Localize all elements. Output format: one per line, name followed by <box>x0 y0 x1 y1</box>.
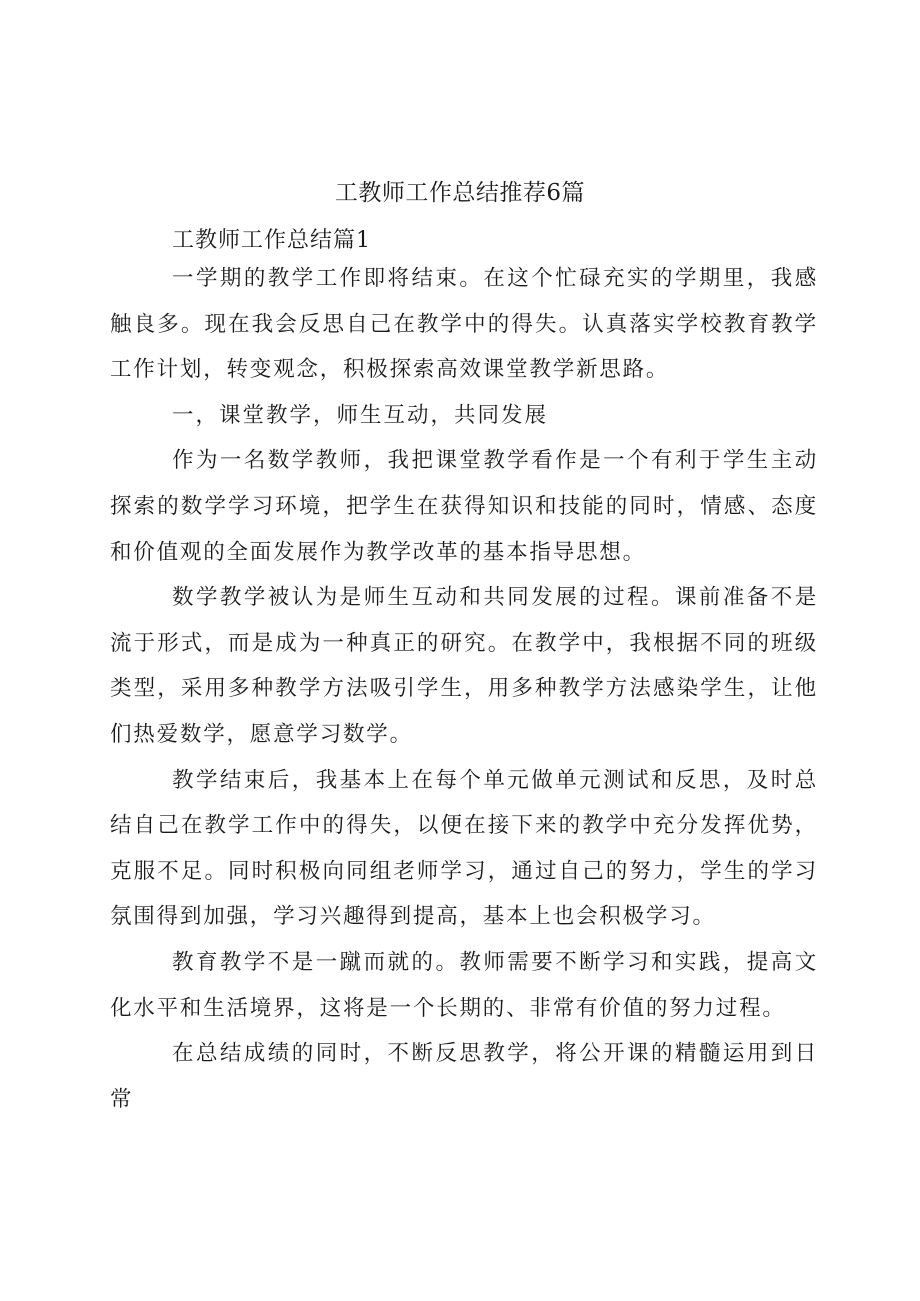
document-body <box>110 256 818 1122</box>
paragraph-intro: 一学期的教学工作即将结束。在这个忙碌充实的学期里，我感触良多。现在我会反思自己在教学中的得失。认真落实学校教育教学工作计划，转变观念，积极探索高效课堂教学新思路。 <box>110 266 818 383</box>
paragraph-summary: 在总结成绩的同时，不断反思教学，将公开课的精髓运用到日常 <box>110 1041 818 1112</box>
subheading-classroom-teaching: 一，课堂教学，师生互动，共同发展 <box>172 402 549 428</box>
section-title: 工教师工作总结篇1 <box>172 228 371 253</box>
paragraph-teaching-process: 数学教学被认为是师生互动和共同发展的过程。课前准备不是流于形式，而是成为一种真正的研究。在教学中，我根据不同的班级类型，采用多种教学方法吸引学生，用多种教学方法感染学生，让他们热爱数学，愿意学习数学。 <box>110 585 818 747</box>
paragraph-unit-reflection: 教学结束后，我基本上在每个单元做单元测试和反思，及时总结自己在教学工作中的得失，以便在接下来的教学中充分发挥优势，克服不足。同时积极向同组老师学习，通过自己的努力，学生的学习氛围得到加强，学习兴趣得到提高，基本上也会积极学习。 <box>110 767 818 930</box>
document-title: 工教师工作总结推荐6篇 <box>334 180 586 206</box>
paragraph-teacher-role: 作为一名数学教师，我把课堂教学看作是一个有利于学生主动探索的数学学习环境，把学生在获得知识和技能的同时，情感、态度和价值观的全面发展作为教学改革的基本指导思想。 <box>110 448 818 565</box>
paragraph-continuous-learning: 教育教学不是一蹴而就的。教师需要不断学习和实践，提高文化水平和生活境界，这将是一个长期的、非常有价值的努力过程。 <box>110 949 818 1021</box>
